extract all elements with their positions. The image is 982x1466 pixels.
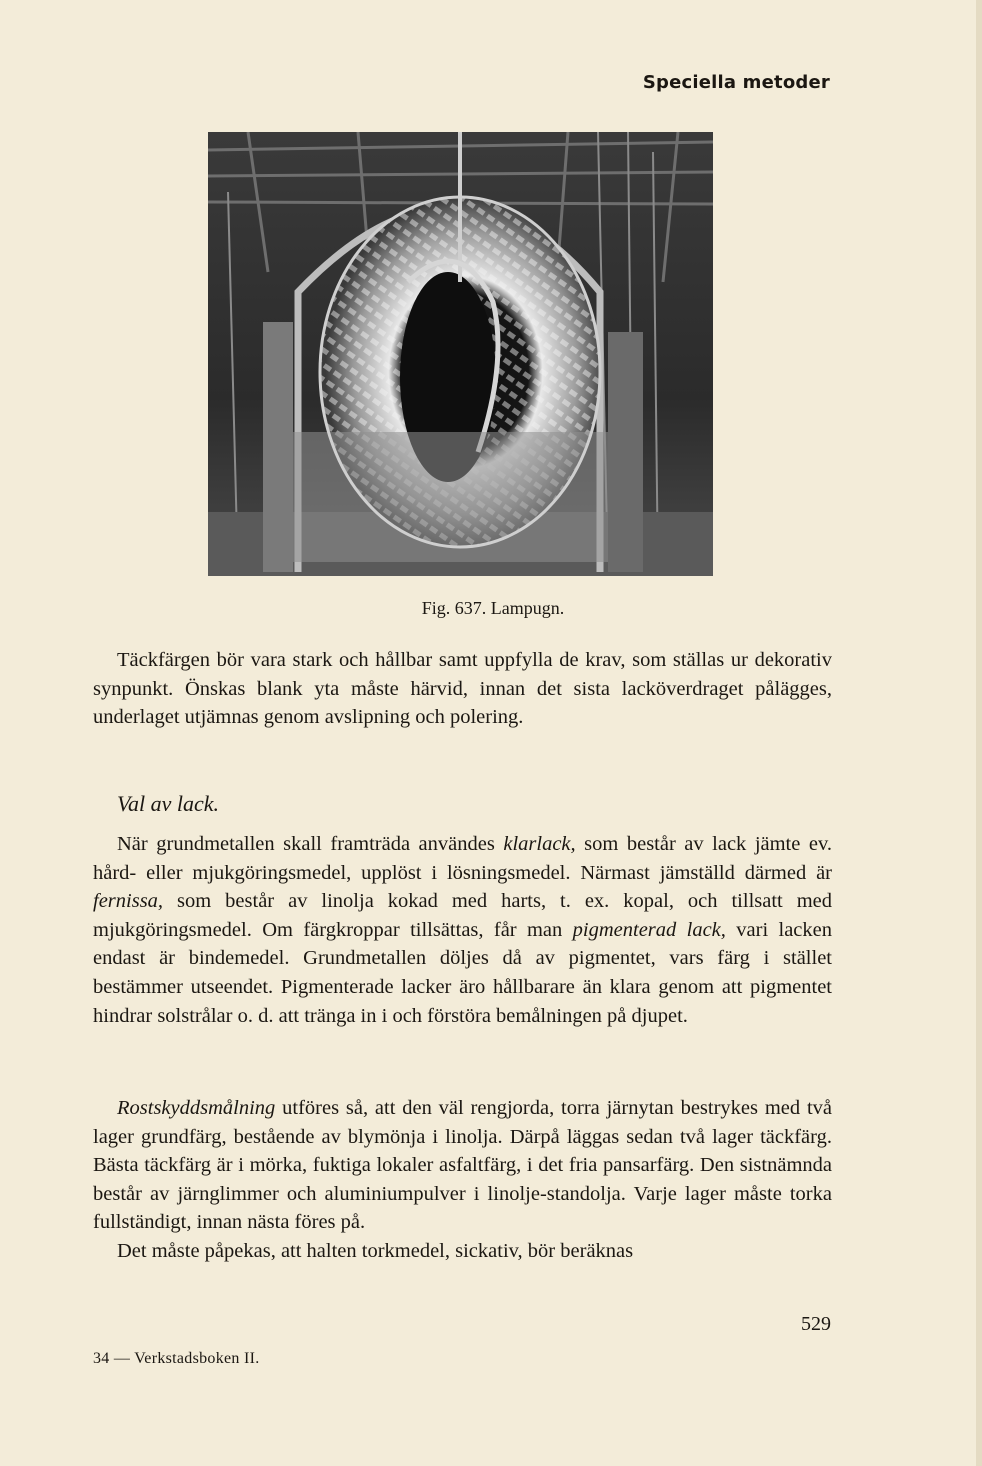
p2-text-a: När grundmetallen skall framträda användes [117, 833, 504, 855]
paragraph-3 [93, 1094, 832, 1266]
running-head: Speciella metoder [642, 72, 830, 93]
section-heading: Val av lack. [117, 791, 220, 816]
p3-text-b: utföres så, att den väl rengjorda, torra järnytan bestrykes med två lager grundfärg, bestående av blymönja i linolja. Därpå läggas sedan två lager täckfärg. Bästa täckfärg är i mörka, fuktiga lokaler asfaltfärg, i det fria pansarfärg. Den sistnämnda består av järnglimmer och aluminiumpulver i linolje-standolja. Varje lager måste torka fullständigt, innan nästa föres på. [93, 1097, 832, 1234]
p2-text-c: som består av lack jämte ev. hård- eller mjukgöringsmedel, upplöst i lösningsmedel. Närmast jämställd därmed är [93, 833, 833, 884]
term-klarlack: klarlack, [503, 833, 576, 855]
paragraph-1 [93, 646, 832, 732]
term-fernissa: fernissa, [93, 890, 164, 913]
term-pigmenterad-lack: pigmenterad lack, [572, 918, 726, 941]
figure-photo [208, 132, 713, 576]
p2-text-e: som består av linolja kokad med harts, t. ex. kopal, och tillsatt med mjukgöringsmedel. Om färgkroppar tillsättas, får man [93, 890, 832, 941]
paragraph-4-text: Det måste påpekas, att halten torkmedel, sickativ, bör beräknas [117, 1239, 634, 1262]
lamp-oven-photo-icon [208, 132, 713, 576]
term-rostskyddsmalning: Rostskyddsmålning [117, 1097, 276, 1119]
paragraph-2 [93, 830, 832, 1030]
page-edge [976, 0, 982, 1466]
signature-line: 34 — Verkstadsboken II. [93, 1350, 260, 1367]
figure-caption: Fig. 637. Lampugn. [421, 598, 565, 618]
p2-text-g: vari lacken endast är bindemedel. Grundmetallen döljes då av pigmentet, vars färg i stället bestämmer utseendet. Pigmenterade lacker äro hållbarare än klara genom att pigmentet hindrar solstrålar o. d. att tränga in i och förstöra bemålningen på djupet. [93, 918, 832, 1027]
page-number: 529 [801, 1313, 831, 1335]
paragraph-1-text: Täckfärgen bör vara stark och hållbar samt uppfylla de krav, som ställas ur dekorativ synpunkt. Önskas blank yta måste härvid, innan det sista lacköverdraget pålägges, underlaget utjämnas genom avslipning och polering. [93, 649, 832, 729]
